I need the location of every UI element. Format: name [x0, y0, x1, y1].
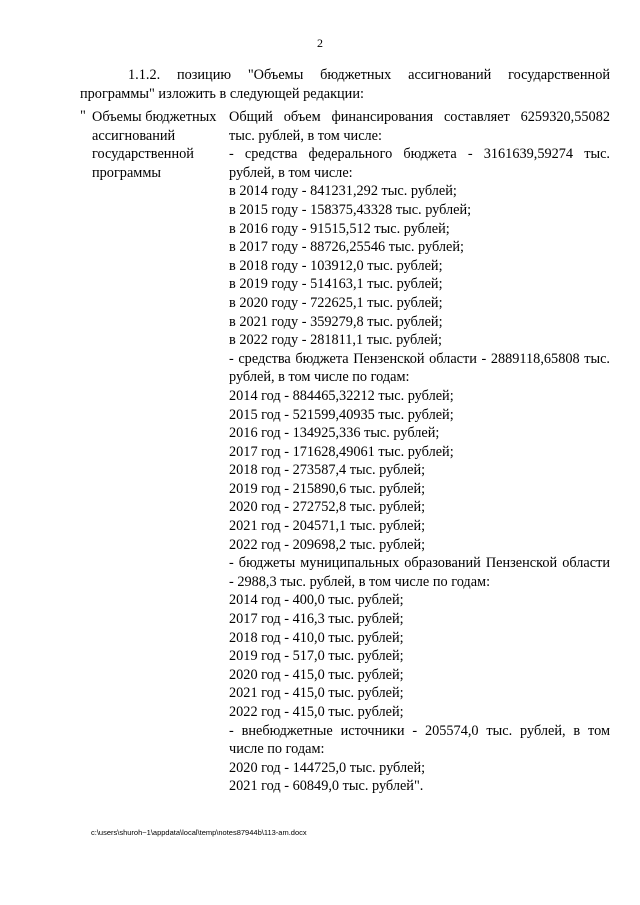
- funding-year-line: в 2017 году - 88726,25546 тыс. рублей;: [229, 239, 464, 256]
- funding-year-line: в 2016 году - 91515,512 тыс. рублей;: [229, 220, 450, 237]
- funding-year-line: 2018 год - 410,0 тыс. рублей;: [229, 629, 404, 646]
- funding-year-line: в 2020 году - 722625,1 тыс. рублей;: [229, 294, 443, 311]
- funding-year-line: 2018 год - 273587,4 тыс. рублей;: [229, 462, 426, 479]
- page-number: 2: [317, 36, 323, 50]
- funding-year-line: в 2014 году - 841231,292 тыс. рублей;: [229, 183, 457, 200]
- funding-year-line: 2019 год - 517,0 тыс. рублей;: [229, 648, 404, 665]
- funding-paragraph: - средства федерального бюджета - 3161639,59274 тыс. рублей, в том числе:: [229, 146, 610, 181]
- funding-paragraph: - внебюджетные источники - 205574,0 тыс. рублей, в том числе по годам:: [229, 722, 610, 758]
- funding-year-line: в 2021 году - 359279,8 тыс. рублей;: [229, 313, 443, 330]
- intro-paragraph: 1.1.2. позицию "Объемы бюджетных ассигнований государственной программы" изложить в следующей редакции:: [80, 67, 610, 102]
- funding-year-line: 2017 год - 416,3 тыс. рублей;: [229, 611, 404, 628]
- opening-quote-mark: ": [80, 108, 86, 124]
- funding-year-line: 2021 год - 415,0 тыс. рублей;: [229, 685, 404, 702]
- funding-year-line: 2021 год - 60849,0 тыс. рублей".: [229, 778, 424, 795]
- file-path-footer: c:\users\shuroh~1\appdata\local\temp\notes87944b\113-am.docx: [91, 828, 307, 837]
- funding-year-line: 2014 год - 884465,32212 тыс. рублей;: [229, 387, 454, 404]
- funding-year-line: 2015 год - 521599,40935 тыс. рублей;: [229, 406, 454, 423]
- funding-year-line: 2020 год - 272752,8 тыс. рублей;: [229, 499, 426, 516]
- funding-year-line: 2020 год - 144725,0 тыс. рублей;: [229, 759, 426, 776]
- funding-year-line: 2021 год - 204571,1 тыс. рублей;: [229, 518, 426, 535]
- position-label: Объемы бюджетных ассигнований государственной программы: [92, 109, 217, 181]
- funding-year-line: 2017 год - 171628,49061 тыс. рублей;: [229, 443, 454, 460]
- funding-year-line: 2016 год - 134925,336 тыс. рублей;: [229, 425, 440, 442]
- funding-year-line: 2019 год - 215890,6 тыс. рублей;: [229, 480, 426, 497]
- funding-year-line: 2022 год - 415,0 тыс. рублей;: [229, 704, 404, 720]
- funding-year-line: в 2015 году - 158375,43328 тыс. рублей;: [229, 201, 472, 218]
- funding-year-line: 2020 год - 415,0 тыс. рублей;: [229, 666, 404, 683]
- funding-paragraph: - бюджеты муниципальных образований Пензенской области - 2988,3 тыс. рублей, в том числе по годам:: [229, 555, 610, 590]
- funding-year-line: в 2018 году - 103912,0 тыс. рублей;: [229, 257, 443, 274]
- funding-year-line: в 2022 году - 281811,1 тыс. рублей;: [229, 332, 443, 349]
- funding-paragraph: Общий объем финансирования составляет 6259320,55082 тыс. рублей, в том числе:: [229, 109, 610, 144]
- funding-year-line: в 2019 году - 514163,1 тыс. рублей;: [229, 276, 443, 293]
- funding-year-line: 2014 год - 400,0 тыс. рублей;: [229, 592, 404, 609]
- funding-details: [229, 108, 610, 796]
- funding-year-line: 2022 год - 209698,2 тыс. рублей;: [229, 536, 426, 553]
- funding-paragraph: - средства бюджета Пензенской области - 2889118,65808 тыс. рублей, в том числе по годам:: [229, 350, 610, 386]
